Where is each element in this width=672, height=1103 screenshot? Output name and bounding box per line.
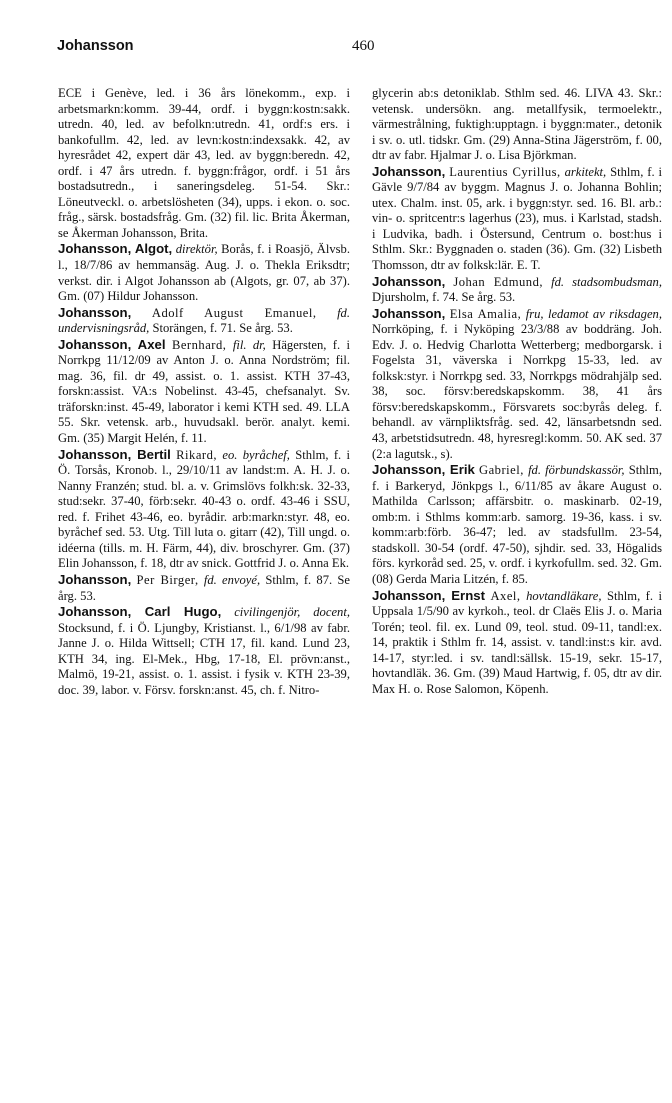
entry-role: eo. byråchef, <box>222 447 290 462</box>
entry-text: Borås, f. i Roasjö, Älvsb. l., 18/7/86 av hemmansäg. Aug. J. o. Thekla Eriksdtr; verkst. dir. i Algot Johansson ab (Algots, gr. 07, ab 37). Gm. (07) Hildur Johansson. <box>58 242 350 304</box>
biography-entry <box>58 305 350 337</box>
right-column <box>372 86 662 697</box>
entry-name: Johansson, Ernst <box>372 587 485 603</box>
entry-role: fd. stadsombudsman, <box>551 274 662 289</box>
entry-role: fd. envoyé, <box>203 572 261 587</box>
entry-text: Sthlm, f. i Ö. Torsås, Kronob. l., 29/10/11 av landst:m. A. H. J. o. Nanny Franzén; stud. bl. a. v. Grimslövs folkh:sk. 32-33, stud:sekr. 37-40, förb:sekr. 40-43 o. ordf. 43-46 i SSU, red. f. Frihet 43-46, eo. byrådir. arb:markn:styr. 48, eo. byråchef sed. 53. Utg. Till luta o. gitarr (42), Till ungd. o. idéerna (tills. m. H. Färm, 44), div. broschyrer. Gm. (37) Elin Johansson, f. 18, dtr av snick. Gottfrid J. o. Anna Ek. <box>58 447 350 571</box>
entry-name: Johansson, <box>58 571 132 587</box>
entry-role: arkitekt, <box>564 164 607 179</box>
page-number: 460 <box>352 38 375 54</box>
biography-entry <box>372 588 662 698</box>
entry-text: Hägersten, f. i Norrkpg 11/12/09 av Anton J. o. Anna Nordström; fil. mag. 36, fil. dr 49, assist. o. 1. assist. KTH 37-43, forskn:assist. VA:s Nobelinst. 43-45, chefsanalyt. Sv. träforskn:inst. 45-49, laborator i kemi KTH sed. 49. LLA 55. Skr. vetensk. arb., huvudsakl. berör. analyt. kemi. Gm. (35) Margit Helén, f. 11. <box>58 337 351 446</box>
biography-entry <box>58 337 350 447</box>
entry-text: glycerin ab:s detoniklab. Sthlm sed. 46. LIVA 43. Skr.: vetensk. undersökn. ang. metallfysik, termoelektr., värmestrålning, fuktigh:upptagn. i byggn:mater., detonik i sv. o. utl. tidskr. Gm. (29) Anna-Stina Jägerström, f. 00, dtr av fabr. Hjalmar J. o. Lisa Björkman. <box>372 86 662 163</box>
entry-given-names: Axel, <box>490 588 521 603</box>
running-head: Johansson <box>57 38 134 54</box>
biography-entry <box>58 447 350 572</box>
left-column <box>58 86 350 698</box>
biography-entry <box>58 241 350 304</box>
entry-name: Johansson, Bertil <box>58 446 171 462</box>
entry-given-names: Elsa Amalia, <box>449 306 522 321</box>
entry-text: Storängen, f. 71. Se årg. 53. <box>152 321 293 336</box>
entry-text: ECE i Genève, led. i 36 års lönekomm., exp. i arbetsmarkn:komm. 39-44, ordf. i byggn:kostn:sakk. utredn. 40, led. av befolkn:utredn. 41, ordf:s ers. i bankofullm. 42, led. av levn:kostn:indexsakk. 42, av hyresrådet 42, expert där 43, led. av byggn:beredn. 42, ordf. i 47 års utredn. f. byggn:frågor, ordf. i 51 års bostadsutredn., i saneringsdeleg. 51-54. Skr.: Löneutveckl. o. arbetslösheten (34), upps. i ekon. o. soc. fråg., särsk. bostadsfråg. Gm. (32) fil. lic. Brita Åkerman, se Åkerman Johansson, Brita. <box>58 86 350 240</box>
biography-entry <box>372 274 662 306</box>
entry-name: Johansson, Carl Hugo, <box>58 604 222 620</box>
entry-role: fil. dr, <box>232 337 266 352</box>
entry-text: Djursholm, f. 74. Se årg. 53. <box>372 290 516 305</box>
biography-entry <box>58 86 350 241</box>
biography-entry <box>372 462 662 587</box>
entry-name: Johansson, <box>372 273 446 289</box>
entry-name: Johansson, <box>58 304 132 320</box>
biography-entry <box>58 572 350 604</box>
entry-text: Norrköping, f. i Nyköping 23/3/88 av boddräng. Joh. Edv. J. o. Hedvig Charlotta Wetterberg; medborgarsk. i Fogelsta 31, väverska i Norrkpg 15-33, led. av folksk:styr. i Norrkpg sed. 33, Norrkpgs mödrahjälp sed. 38, soc. försv:beredskapskomm. 38, 41 års försv:beredskapskomm., Försvarets soc:byrås deleg. f. behandl. av värnpliktsfråg. sed. 42, länsarbetsndn sed. 43, arbetstidsutredn. 48, hyresregl:komm. 50. AK sed. 37 (2:a lagutsk., s). <box>372 322 662 461</box>
biography-entry <box>372 306 662 462</box>
biography-entry <box>372 164 662 274</box>
entry-name: Johansson, Algot, <box>58 241 173 257</box>
entry-given-names: Bernhard, <box>171 337 227 352</box>
entry-role: direktör, <box>175 242 218 257</box>
biography-entry <box>372 86 662 164</box>
entry-text: Sthlm, f. i Barkeryd, Jönkpgs l., 6/11/85 av åkare August o. Mathilda Carlsson; affärsbitr. o. maskinarb. 02-19, omb:m. i Sthlms komm:arb. samorg. 19-36, kass. i sv. komm:arb:förb. 36-47; led. av stadsfullm. 23-54, stadskoll. 30-54 (ordf. 47-50), sjhdir. sed. 33, Högalids förs. kyrkoråd sed. 25, v. ordf. i kyrkofullm. sed. 32. Gm. (08) Gerda Maria Litzén, f. 85. <box>372 463 662 586</box>
entry-name: Johansson, <box>372 163 446 179</box>
entry-given-names: Adolf August Emanuel, <box>151 305 317 320</box>
entry-given-names: Johan Edmund, <box>453 274 544 289</box>
entry-given-names: Per Birger, <box>136 572 199 587</box>
entry-text: Sthlm, f. 87. Se årg. 53. <box>58 572 350 603</box>
entry-role: civilingenjör, docent, <box>234 605 350 620</box>
entry-given-names: Rikard, <box>176 447 218 462</box>
entry-role: fd. undervisningsråd, <box>58 305 351 336</box>
entry-text: Sthlm, f. i Gävle 9/7/84 av byggm. Magnus J. o. Johanna Bohlin; utex. Chalm. inst. 05, ark. i byggn:styr. sed. 16. Bl. arb.: vin- o. spritcentr:s lagerhus (23), mus. i Karlstad, stadsh. i Ludvika, badh. i Östersund, Centrum o. bost:hus i Sthlm. Skr.: Byggnaden o. staden (36). Gm. (32) Lisbeth Thomsson, dtr av folksk:lär. E. T. <box>372 164 663 273</box>
entry-given-names: Gabriel, <box>479 463 524 478</box>
entry-role: fd. förbundskassör, <box>528 463 625 478</box>
entry-role: fru, ledamot av riksdagen, <box>525 306 663 321</box>
entry-given-names: Laurentius Cyrillus, <box>449 164 561 179</box>
entry-name: Johansson, <box>372 305 446 321</box>
page-header <box>57 38 652 62</box>
entry-name: Johansson, Erik <box>372 462 475 478</box>
entry-role: hovtandläkare, <box>526 588 602 603</box>
entry-name: Johansson, Axel <box>58 336 166 352</box>
biography-entry <box>58 604 350 698</box>
entry-text: Sthlm, f. i Uppsala 1/5/90 av kyrkoh., teol. dr Claës Elis J. o. Maria Torén; teol. fil. ex. Lund 09, teol. stud. 09-11, tandl:ex. 14, praktik i Sthlm fr. 14, assist. v. tandl:inst:s kir. avd. 14-17, styr:led. i sv. tandl:sällsk. 15-19, sekr. 15-17, hovtandläk. 36. Gm. (39) Maud Hartwig, f. 05, dtr av dir. Max H. o. Rose Salomon, Köpenh. <box>372 588 662 696</box>
entry-text: Stocksund, f. i Ö. Ljungby, Kristianst. l., 6/1/98 av fabr. Janne J. o. Hilda Wittsell; CTH 17, fil. kand. Lund 23, KTH 34, ing. El-Mek., Hbg, 17-18, El. prövn:anst., Malmö, 19-21, assist. o. 1. assist. i fysik v. KTH 23-39, doc. 39, labor. v. Försv. forskn:anst. 45, ch. f. Nitro- <box>58 620 350 697</box>
